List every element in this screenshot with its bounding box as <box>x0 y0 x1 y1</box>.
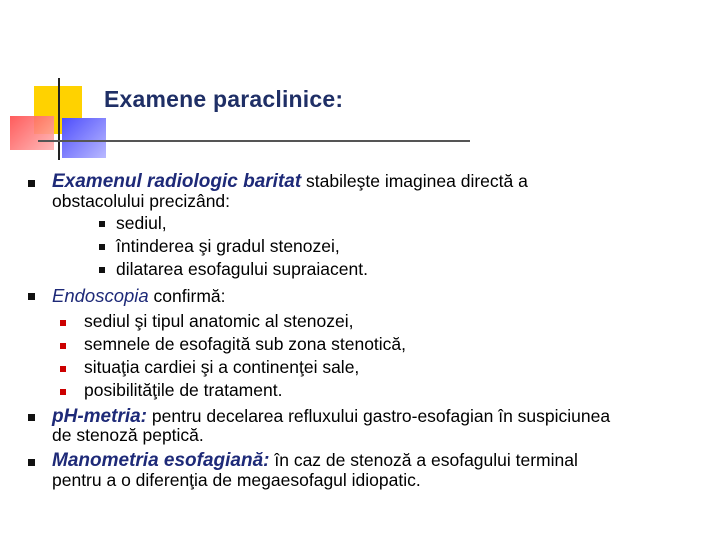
slide-title: Examene paraclinice: <box>104 86 344 112</box>
sub-bullet-icon <box>99 244 105 250</box>
sub-bullet-icon <box>60 343 66 349</box>
bullet-icon <box>28 414 35 421</box>
item-4-continuation: pentru a o diferenţia de megaesofagul idiopatic. <box>52 470 421 490</box>
item-1-continuation: obstacolului precizând: <box>52 191 231 211</box>
item-2-sub-4: posibilităţile de tratament. <box>84 380 283 400</box>
item-3-continuation: de stenoză peptică. <box>52 425 204 445</box>
item-1-sub-3: dilatarea esofagului supraiacent. <box>116 259 368 279</box>
sub-bullet-icon <box>60 320 66 326</box>
item-1-lead: Examenul radiologic baritat <box>52 171 302 192</box>
item-4-lead: Manometria esofagiană: <box>52 450 270 471</box>
bullet-icon <box>28 180 35 187</box>
item-3-text: pentru decelarea refluxului gastro-esofagian în suspiciunea <box>147 406 611 426</box>
sub-bullet-icon <box>99 221 105 227</box>
item-1-sub-1: sediul, <box>116 213 167 233</box>
item-4-text: în caz de stenoză a esofagului terminal <box>269 450 578 470</box>
item-2-text: confirmă: <box>148 286 226 306</box>
item-2-sub-3: situaţia cardiei şi a continenţei sale, <box>84 357 360 377</box>
sub-bullet-icon <box>99 267 105 273</box>
list-item-3 <box>52 406 610 427</box>
list-item-1 <box>52 171 528 192</box>
sub-bullet-icon <box>60 366 66 372</box>
item-3-lead: pH-metria: <box>52 406 148 427</box>
sub-bullet-icon <box>60 389 66 395</box>
list-item-4 <box>52 450 578 471</box>
item-2-sub-1: sediul şi tipul anatomic al stenozei, <box>84 311 354 331</box>
item-1-text: stabileşte imaginea directă a <box>301 171 528 191</box>
item-2-sub-2: semnele de esofagită sub zona stenotică, <box>84 334 407 354</box>
list-item-2 <box>52 285 226 307</box>
item-1-sub-2: întinderea şi gradul stenozei, <box>116 236 340 256</box>
bullet-icon <box>28 293 35 300</box>
item-2-lead: Endoscopia <box>52 285 149 306</box>
bullet-icon <box>28 459 35 466</box>
